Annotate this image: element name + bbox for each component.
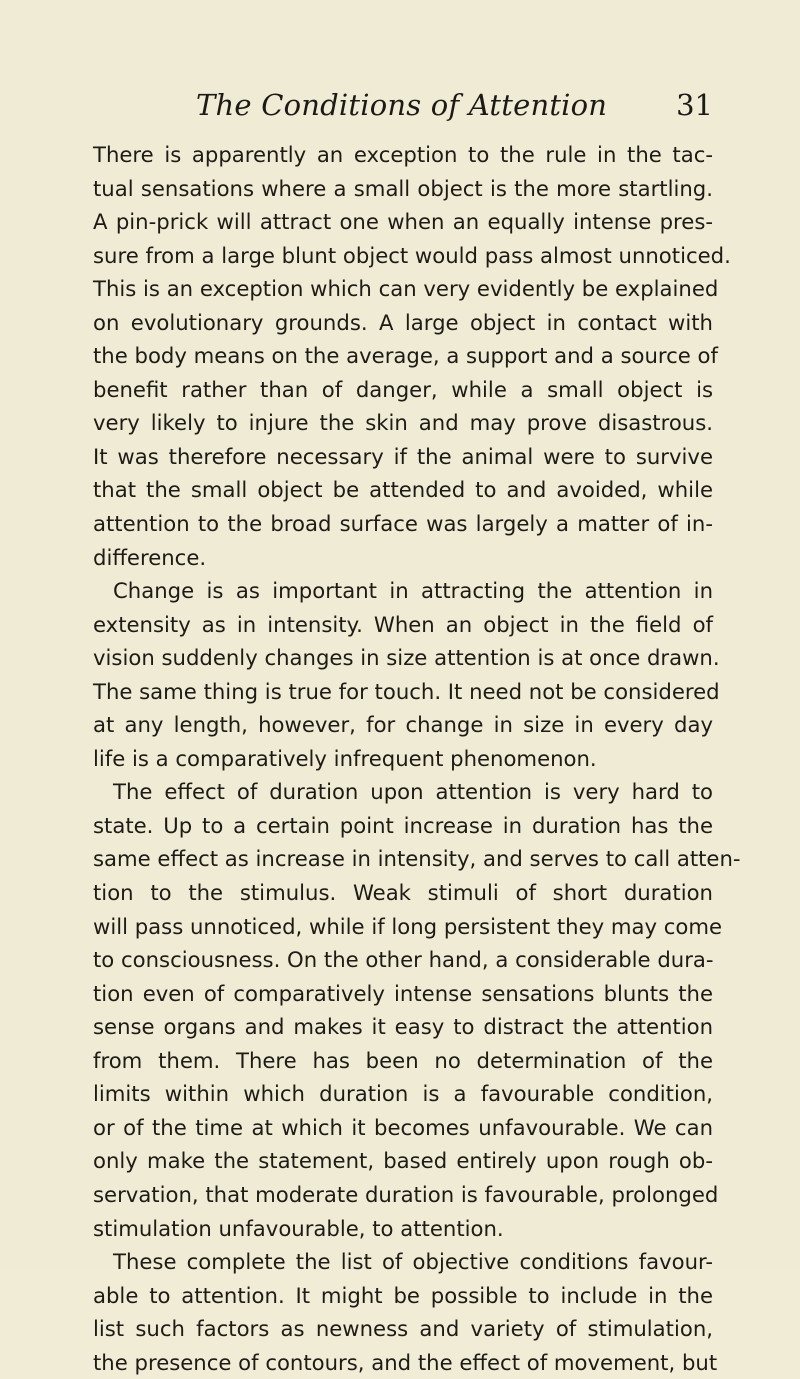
text-line: only make the statement, based entirely upon rough ob- — [93, 1148, 713, 1174]
running-head — [93, 88, 713, 128]
text-line: the presence of contours, and the effect of movement, but — [93, 1349, 718, 1375]
text-line: These complete the list of objective conditions favour- — [113, 1249, 713, 1275]
text-line: tion even of comparatively intense sensations blunts the — [93, 980, 713, 1006]
text-line: attention to the broad surface was largely a matter of in- — [93, 511, 713, 537]
text-line: or of the time at which it becomes unfavourable. We can — [93, 1114, 713, 1140]
text-line: that the small object be attended to and avoided, while — [93, 477, 713, 503]
running-title: The Conditions of Attention — [196, 88, 608, 122]
text-line: sure from a large blunt object would pass almost unnoticed. — [93, 242, 731, 268]
text-line: servation, that moderate duration is favourable, prolonged — [93, 1181, 719, 1207]
text-line: tion to the stimulus. Weak stimuli of short duration — [93, 880, 713, 906]
body-text — [93, 138, 741, 1379]
page-number: 31 — [676, 88, 713, 122]
text-line: It was therefore necessary if the animal were to survive — [93, 443, 713, 469]
text-line: difference. — [93, 544, 207, 570]
text-line: sense organs and makes it easy to distract the attention — [93, 1014, 713, 1040]
text-line: at any length, however, for change in size in every day — [93, 712, 713, 738]
text-line: The effect of duration upon attention is very hard to — [113, 779, 713, 805]
text-line: list such factors as newness and variety of stimulation, — [93, 1316, 713, 1342]
text-line: the body means on the average, a support and a source of — [93, 343, 718, 369]
text-line: benefit rather than of danger, while a small object is — [93, 376, 713, 402]
text-line: Change is as important in attracting the attention in — [113, 578, 713, 604]
text-line: limits within which duration is a favourable condition, — [93, 1081, 713, 1107]
text-line: very likely to injure the skin and may prove disastrous. — [93, 410, 713, 436]
text-line: There is apparently an exception to the rule in the tac- — [93, 142, 713, 167]
text-line: able to attention. It might be possible to include in the — [93, 1282, 713, 1308]
text-line: from them. There has been no determination of the — [93, 1047, 713, 1073]
text-line: life is a comparatively infrequent phenomenon. — [93, 745, 597, 771]
text-line: will pass unnoticed, while if long persistent they may come — [93, 913, 723, 939]
text-line: on evolutionary grounds. A large object in contact with — [93, 309, 713, 335]
text-line: vision suddenly changes in size attention is at once drawn. — [93, 645, 720, 671]
text-line: extensity as in intensity. When an object in the field of — [93, 611, 713, 637]
text-line: to consciousness. On the other hand, a considerable dura- — [93, 947, 714, 973]
text-line: state. Up to a certain point increase in duration has the — [93, 812, 713, 838]
text-line: tual sensations where a small object is the more startling. — [93, 175, 713, 201]
text-line: stimulation unfavourable, to attention. — [93, 1215, 504, 1241]
text-line: same effect as increase in intensity, and serves to call atten- — [93, 846, 741, 872]
text-line: A pin-prick will attract one when an equally intense pres- — [93, 209, 713, 235]
text-line: The same thing is true for touch. It need not be considered — [93, 678, 720, 704]
text-line: This is an exception which can very evidently be explained — [93, 276, 719, 302]
